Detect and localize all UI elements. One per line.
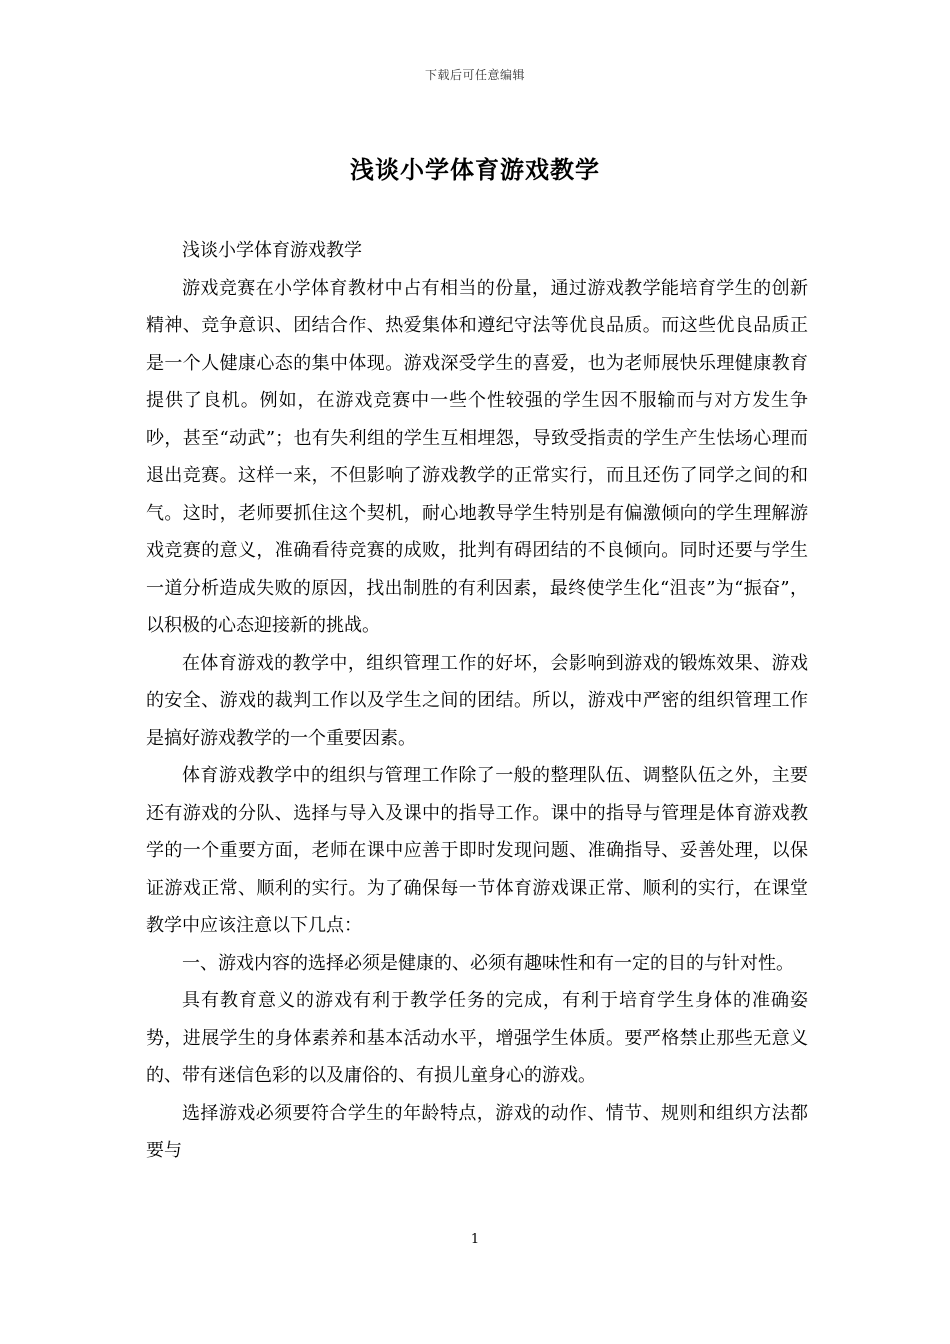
paragraph: 在体育游戏的教学中，组织管理工作的好坏，会影响到游戏的锻炼效果、游戏的安全、游戏的裁判工作以及学生之间的团结。所以，游戏中严密的组织管理工作是搞好游戏教学的一个重要因素。 bbox=[146, 652, 808, 749]
paragraph: 一、游戏内容的选择必须是健康的、必须有趣味性和有一定的目的与针对性。 bbox=[182, 952, 794, 974]
document-body bbox=[146, 232, 808, 1170]
paragraph: 游戏竞赛在小学体育教材中占有相当的份量，通过游戏教学能培育学生的创新精神、竞争意识、团结合作、热爱集体和遵纪守法等优良品质。而这些优良品质正是一个人健康心态的集中体现。游戏深受学生的喜爱，也为老师展快乐理健康教育提供了良机。例如，在游戏竞赛中一些个性较强的学生因不服输而与对方发生争吵，甚至“动武”；也有失利组的学生互相埋怨，导致受指责的学生产生怯场心理而退出竞赛。这样一来，不但影响了游戏教学的正常实行，而且还伤了同学之间的和气。这时，老师要抓住这个契机，耐心地教导学生特别是有偏激倾向的学生理解游戏竞赛的意义，准确看待竞赛的成败，批判有碍团结的不良倾向。同时还要与学生一道分析造成失败的原因，找出制胜的有利因素，最终使学生化“沮丧”为“振奋”，以积极的心态迎接新的挑战。 bbox=[146, 277, 808, 636]
paragraph: 浅谈小学体育游戏教学 bbox=[182, 240, 362, 261]
paragraph: 具有教育意义的游戏有利于教学任务的完成，有利于培育学生身体的准确姿势，进展学生的身体素养和基本活动水平，增强学生体质。要严格禁止那些无意义的、带有迷信色彩的以及庸俗的、有损儿童身心的游戏。 bbox=[146, 990, 808, 1086]
page-header: 下载后可任意编辑 bbox=[424, 68, 525, 82]
paragraph: 选择游戏必须要符合学生的年龄特点，游戏的动作、情节、规则和组织方法都要与 bbox=[146, 1102, 808, 1161]
document-title: 浅谈小学体育游戏教学 bbox=[350, 156, 600, 184]
paragraph: 体育游戏教学中的组织与管理工作除了一般的整理队伍、调整队伍之外，主要还有游戏的分队、选择与导入及课中的指导工作。课中的指导与管理是体育游戏教学的一个重要方面，老师在课中应善于即时发现问题、准确指导、妥善处理，以保证游戏正常、顺利的实行。为了确保每一节体育游戏课正常、顺利的实行，在课堂教学中应该注意以下几点： bbox=[146, 765, 808, 936]
page-number: 1 bbox=[470, 1232, 480, 1247]
